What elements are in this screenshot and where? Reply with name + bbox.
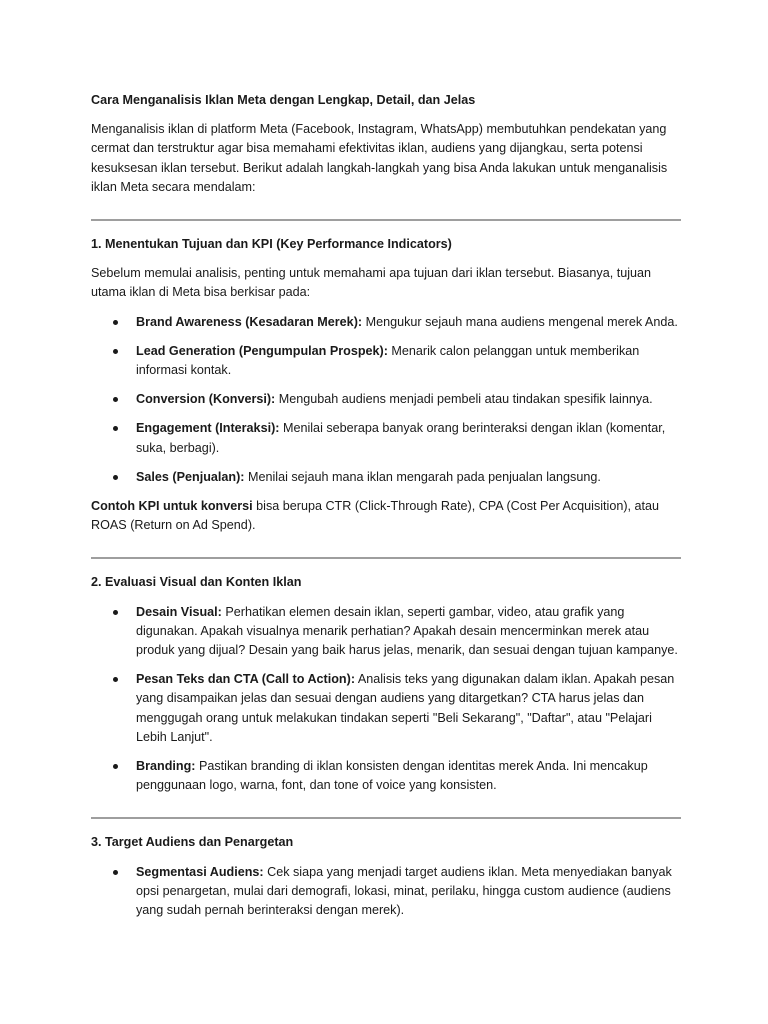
section-paragraph: Sebelum memulai analisis, penting untuk memahami apa tujuan dari iklan tersebut. Biasanya, tujuan utama iklan di Meta bisa berkisar pada:	[91, 266, 652, 300]
section-divider	[91, 817, 681, 819]
item-text: Menarik calon pelanggan untuk memberikan informasi kontak.	[136, 343, 640, 378]
list-item	[91, 390, 681, 409]
item-text: Mengubah audiens menjadi pembeli atau tindakan spesifik lainnya.	[275, 392, 653, 407]
bullet-icon	[113, 475, 118, 480]
list-item	[91, 468, 681, 487]
item-text: Cek siapa yang menjadi target audiens iklan. Meta menyediakan banyak opsi penargetan, mulai dari demografi, lokasi, minat, perilaku, hingga custom audience (audiens yang sudah pernah berinteraksi dengan merek).	[136, 864, 672, 918]
bullet-icon	[113, 677, 118, 682]
item-text: Menilai seberapa banyak orang berinteraksi dengan iklan (komentar, suka, berbagi).	[136, 421, 666, 455]
bullet-list	[91, 313, 681, 487]
section-heading: 3. Target Audiens dan Penargetan	[91, 835, 294, 850]
item-term: Lead Generation (Pengumpulan Prospek):	[136, 343, 388, 358]
document-content	[91, 91, 681, 930]
bullet-list	[91, 603, 681, 796]
list-item	[91, 863, 681, 921]
bullet-icon	[113, 320, 118, 325]
item-term: Segmentasi Audiens:	[136, 864, 264, 879]
section-divider	[91, 557, 681, 559]
bullet-icon	[113, 870, 118, 875]
list-item	[91, 670, 681, 747]
bullet-icon	[113, 349, 118, 354]
item-term: Conversion (Konversi):	[136, 392, 276, 407]
list-item	[91, 419, 681, 457]
list-item	[91, 757, 681, 795]
item-term: Engagement (Interaksi):	[136, 421, 280, 436]
list-item	[91, 313, 681, 332]
item-term: Branding:	[136, 759, 196, 774]
bullet-list	[91, 863, 681, 921]
item-text: Mengukur sejauh mana audiens mengenal merek Anda.	[362, 314, 678, 329]
item-term: Brand Awareness (Kesadaran Merek):	[136, 314, 363, 329]
kpi-example-text: bisa berupa CTR (Click-Through Rate), CPA (Cost Per Acquisition), atau ROAS (Return on Ad Spend).	[91, 499, 660, 533]
bullet-icon	[113, 397, 118, 402]
bullet-icon	[113, 610, 118, 615]
item-text: Analisis teks yang digunakan dalam iklan. Apakah pesan yang disampaikan jelas dan sesuai dengan audiens yang ditargetkan? CTA harus jelas dan menggugah orang untuk melakukan tindakan seperti "Beli Sekarang", "Daftar", atau "Pelajari Lebih Lanjut".	[136, 672, 675, 744]
item-term: Sales (Penjualan):	[136, 469, 245, 484]
list-item	[91, 342, 681, 380]
item-term: Pesan Teks dan CTA (Call to Action):	[136, 672, 356, 687]
item-term: Desain Visual:	[136, 604, 222, 619]
kpi-example-paragraph	[91, 497, 681, 535]
list-item	[91, 603, 681, 661]
section-heading: 1. Menentukan Tujuan dan KPI (Key Performance Indicators)	[91, 237, 452, 252]
item-text: Menilai sejauh mana iklan mengarah pada penjualan langsung.	[244, 469, 601, 484]
section-divider	[91, 219, 681, 221]
section-heading: 2. Evaluasi Visual dan Konten Iklan	[91, 575, 302, 590]
intro-paragraph: Menganalisis iklan di platform Meta (Facebook, Instagram, WhatsApp) membutuhkan pendekatan yang cermat dan terstruktur agar bisa memahami efektivitas iklan, audiens yang dijangkau, serta potensi kesuksesan iklan tersebut. Berikut adalah langkah-langkah yang bisa Anda lakukan untuk menganalisis iklan Meta secara mendalam:	[91, 122, 668, 194]
bullet-icon	[113, 764, 118, 769]
item-text: Perhatikan elemen desain iklan, seperti gambar, video, atau grafik yang digunakan. Apakah visualnya menarik perhatian? Apakah desain mencerminkan merek atau produk yang dijual? Desain yang baik harus jelas, menarik, dan sesuai dengan tujuan kampanye.	[136, 604, 678, 658]
bullet-icon	[113, 426, 118, 431]
document-title: Cara Menganalisis Iklan Meta dengan Lengkap, Detail, dan Jelas	[91, 93, 476, 107]
item-text: Pastikan branding di iklan konsisten dengan identitas merek Anda. Ini mencakup penggunaan logo, warna, font, dan tone of voice yang konsisten.	[136, 759, 648, 793]
kpi-example-term: Contoh KPI untuk konversi	[91, 499, 253, 514]
